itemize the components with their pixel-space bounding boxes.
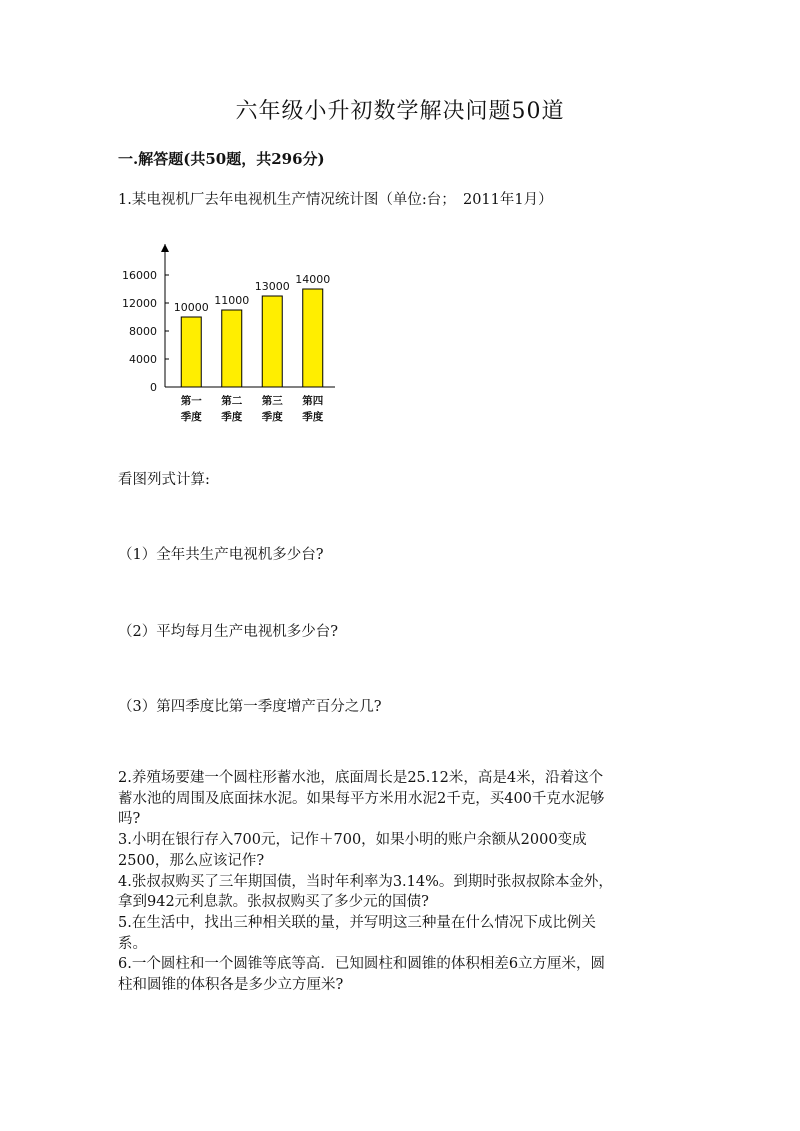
- text-line: 吗?: [118, 811, 141, 828]
- category-label: 第一: [180, 395, 202, 407]
- question-1-sub-3: （3）第四季度比第一季度增产百分之几?: [118, 699, 382, 715]
- bar-chart: [110, 232, 350, 432]
- question-1-stem: 1.某电视机厂去年电视机生产情况统计图（单位:台； 2011年1月）: [118, 192, 553, 208]
- category-label: 季度: [180, 411, 202, 423]
- question-1-instruction: 看图列式计算:: [118, 472, 210, 488]
- bar: [222, 310, 242, 387]
- section-heading: 一.解答题(共50题，共296分): [118, 150, 325, 168]
- text-line: 4.张叔叔购买了三年期国债，当时年利率为3.14%。到期时张叔叔除本金外，: [118, 873, 613, 890]
- category-label: 第三: [261, 395, 283, 407]
- text-line: 2500，那么应该记作?: [118, 852, 265, 869]
- data-label: 14000: [295, 273, 331, 286]
- text-line: 3.小明在银行存入700元，记作＋700，如果小明的账户余额从2000变成: [118, 832, 587, 849]
- category-label: 第二: [221, 395, 243, 407]
- category-label: 第四: [302, 395, 324, 407]
- data-label: 13000: [254, 280, 290, 293]
- data-label: 11000: [214, 294, 250, 307]
- questions-block: [118, 768, 698, 996]
- y-tick-label: 16000: [122, 269, 157, 282]
- y-axis-arrow: [161, 244, 169, 252]
- text-line: 蓄水池的周围及底面抹水泥。如果每平方米用水泥2千克，买400千克水泥够: [118, 790, 605, 807]
- y-tick-label: 8000: [129, 325, 157, 338]
- category-label: 季度: [302, 411, 324, 423]
- chart-marks: [174, 273, 331, 423]
- text-line: 2.养殖场要建一个圆柱形蓄水池，底面周长是25.12米，高是4米，沿着这个: [118, 770, 604, 786]
- text-line: 柱和圆锥的体积各是多少立方厘米?: [118, 977, 344, 994]
- category-label: 季度: [261, 411, 283, 423]
- y-tick-label: 12000: [122, 297, 157, 310]
- data-label: 10000: [173, 301, 209, 314]
- bar: [181, 317, 201, 387]
- bar: [262, 296, 282, 387]
- question-1-sub-1: （1）全年共生产电视机多少台?: [118, 547, 324, 563]
- category-label: 季度: [221, 411, 243, 423]
- y-tick-label: 4000: [129, 353, 157, 366]
- text-line: 拿到942元利息款。张叔叔购买了多少元的国债?: [118, 894, 429, 911]
- y-tick-label: 0: [150, 381, 157, 394]
- page-title: 六年级小升初数学解决问题50道: [235, 99, 565, 124]
- text-line: 6.一个圆柱和一个圆锥等底等高．已知圆柱和圆锥的体积相差6立方厘米，圆: [118, 956, 606, 973]
- text-line: 系。: [118, 935, 147, 952]
- text-line: 5.在生活中，找出三种相关联的量，并写明这三种量在什么情况下成比例关: [118, 914, 596, 931]
- question-1-sub-2: （2）平均每月生产电视机多少台?: [118, 624, 338, 640]
- bar: [303, 289, 323, 387]
